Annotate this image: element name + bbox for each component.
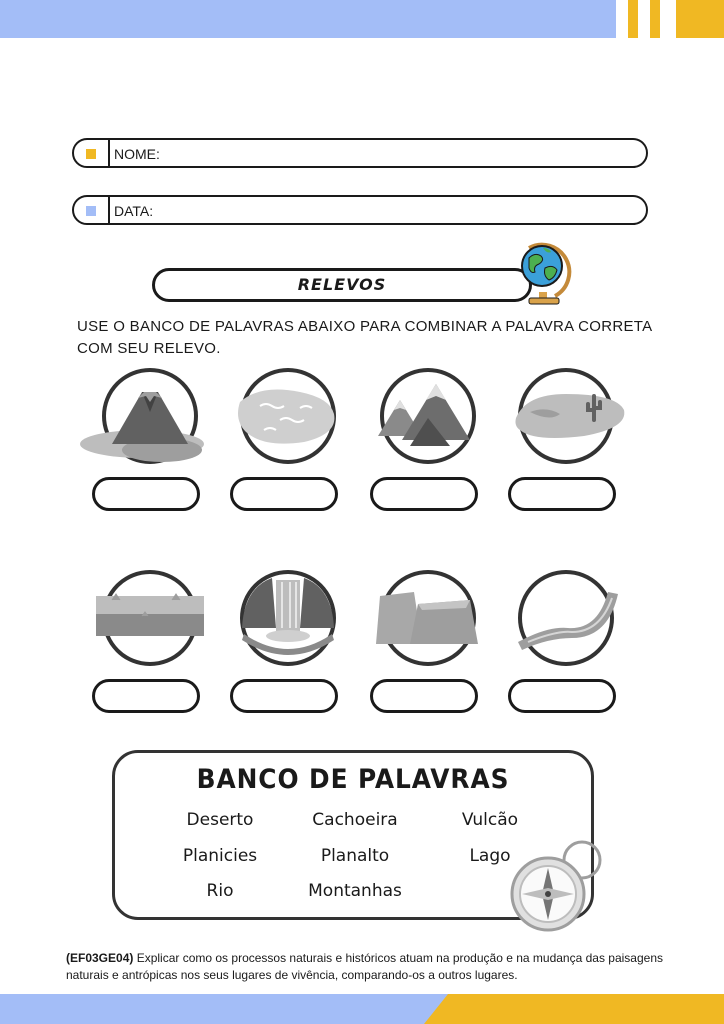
mountains-icon bbox=[370, 368, 486, 468]
answer-box-7[interactable] bbox=[370, 679, 478, 713]
instruction-text: USE O BANCO DE PALAVRAS ABAIXO PARA COMBINAR A PALAVRA CORRETA COM SEU RELEVO. bbox=[77, 318, 652, 357]
title-pill bbox=[152, 268, 532, 302]
curriculum-description: Explicar como os processos naturais e históricos atuam na produção e na mudança das paisagens naturais e antrópicas nos seus lugares de vivência, comparando-os a outros lugares. bbox=[66, 951, 663, 982]
answer-box-1[interactable] bbox=[92, 477, 200, 511]
word-vulcao: Vulcão bbox=[461, 810, 519, 830]
river-icon bbox=[508, 570, 624, 670]
word-planicies: Planicies bbox=[182, 846, 258, 866]
answer-box-6[interactable] bbox=[230, 679, 338, 713]
desert-icon bbox=[508, 368, 624, 468]
name-marker bbox=[86, 149, 96, 159]
volcano-icon bbox=[92, 368, 208, 468]
header-bar bbox=[0, 0, 616, 38]
lake-icon bbox=[230, 368, 346, 468]
answer-box-2[interactable] bbox=[230, 477, 338, 511]
curriculum-code: (EF03GE04) bbox=[66, 951, 134, 965]
word-deserto: Deserto bbox=[186, 810, 254, 830]
answer-box-4[interactable] bbox=[508, 477, 616, 511]
globe-icon bbox=[515, 240, 575, 306]
header-stripe bbox=[676, 0, 724, 38]
word-montanhas: Montanhas bbox=[308, 881, 402, 901]
answer-box-5[interactable] bbox=[92, 679, 200, 713]
plain-icon bbox=[92, 570, 208, 670]
waterfall-icon bbox=[230, 570, 346, 670]
answer-box-8[interactable] bbox=[508, 679, 616, 713]
word-rio: Rio bbox=[206, 881, 234, 901]
name-field[interactable] bbox=[72, 138, 648, 168]
date-marker bbox=[86, 206, 96, 216]
word-planalto: Planalto bbox=[320, 846, 390, 866]
word-cachoeira: Cachoeira bbox=[312, 810, 398, 830]
footer-bar-accent bbox=[424, 994, 724, 1024]
answer-box-3[interactable] bbox=[370, 477, 478, 511]
name-label: NOME: bbox=[114, 146, 160, 162]
date-field[interactable] bbox=[72, 195, 648, 225]
header-stripe bbox=[628, 0, 638, 38]
plateau-icon bbox=[370, 570, 486, 670]
compass-icon bbox=[500, 832, 618, 932]
header-stripe bbox=[650, 0, 660, 38]
date-label: DATA: bbox=[114, 203, 154, 219]
word-bank-title: BANCO DE PALAVRAS bbox=[196, 764, 510, 795]
word-lago: Lago bbox=[469, 846, 511, 866]
page-title: RELEVOS bbox=[297, 275, 387, 294]
curriculum-note bbox=[66, 950, 666, 984]
